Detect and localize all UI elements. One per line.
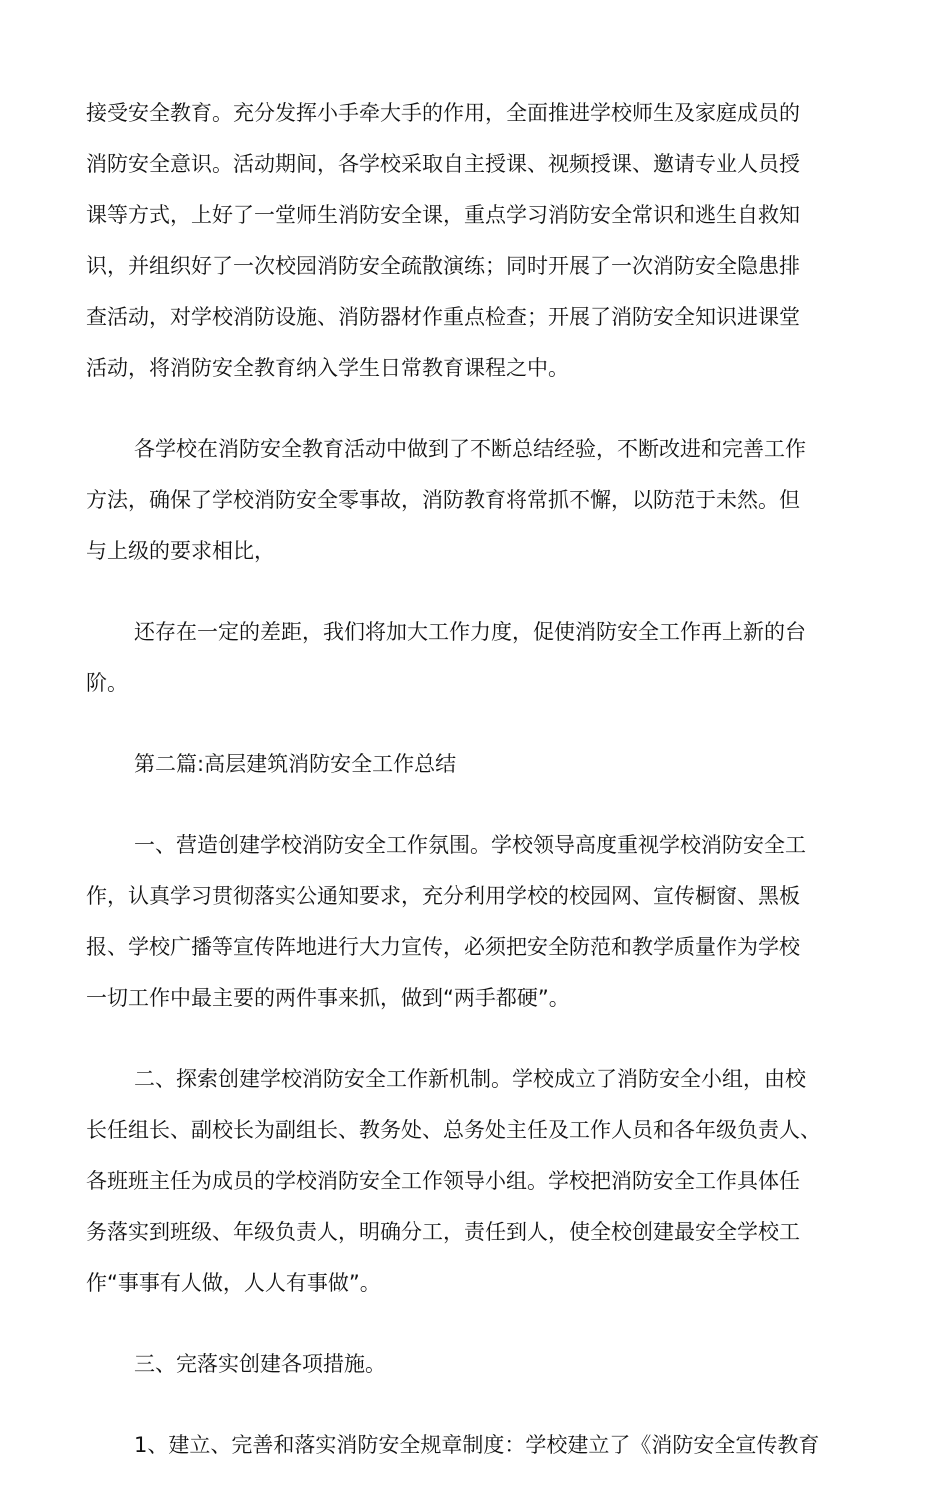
text-line: 方法，确保了学校消防安全零事故，消防教育将常抓不懈，以防范于未然。但 [86,488,800,512]
text-line: 阶。 [86,671,128,695]
text-line: 一切工作中最主要的两件事来抓，做到“两手都硬”。 [86,986,570,1010]
text-line: 消防安全意识。活动期间，各学校采取自主授课、视频授课、邀请专业人员授 [86,152,800,176]
paragraph [86,1339,872,1390]
text-line: 活动，将消防安全教育纳入学生日常教育课程之中。 [86,356,569,380]
text-line: 查活动，对学校消防设施、消防器材作重点检查；开展了消防安全知识进课堂 [86,305,800,329]
paragraph [86,424,872,577]
text-line: 务落实到班级、年级负责人，明确分工，责任到人，使全校创建最安全学校工 [86,1220,800,1244]
text-line: 识，并组织好了一次校园消防安全疏散演练；同时开展了一次消防安全隐患排 [86,254,800,278]
text-line: 三、完落实创建各项措施。 [134,1352,386,1376]
text-line: 与上级的要求相比， [86,539,275,563]
text-line: 二、探索创建学校消防安全工作新机制。学校成立了消防安全小组，由校 [134,1067,806,1091]
paragraph [86,88,872,394]
text-line: 还存在一定的差距，我们将加大工作力度，促使消防安全工作再上新的台 [134,620,806,644]
paragraph [86,820,872,1024]
paragraph [86,1420,872,1471]
heading-text: 第二篇:高层建筑消防安全工作总结 [134,752,457,776]
section-heading [86,739,872,790]
text-line: 作“事事有人做，人人有事做”。 [86,1271,381,1295]
text-line: 作，认真学习贯彻落实公通知要求，充分利用学校的校园网、宣传橱窗、黑板 [86,884,800,908]
text-line: 长任组长、副校长为副组长、教务处、总务处主任及工作人员和各年级负责人、 [86,1118,821,1142]
text-line: 接受安全教育。充分发挥小手牵大手的作用，全面推进学校师生及家庭成员的 [86,101,800,125]
text-line: 报、学校广播等宣传阵地进行大力宣传，必须把安全防范和教学质量作为学校 [86,935,800,959]
paragraph [86,1054,872,1309]
text-line: 一、营造创建学校消防安全工作氛围。学校领导高度重视学校消防安全工 [134,833,806,857]
text-line: 各学校在消防安全教育活动中做到了不断总结经验，不断改进和完善工作 [134,437,806,461]
document-body [86,88,872,1501]
text-line: 1、建立、完善和落实消防安全规章制度：学校建立了《消防安全宣传教育 [134,1433,820,1457]
text-line: 课等方式，上好了一堂师生消防安全课，重点学习消防安全常识和逃生自救知 [86,203,800,227]
text-line: 各班班主任为成员的学校消防安全工作领导小组。学校把消防安全工作具体任 [86,1169,800,1193]
paragraph [86,607,872,709]
